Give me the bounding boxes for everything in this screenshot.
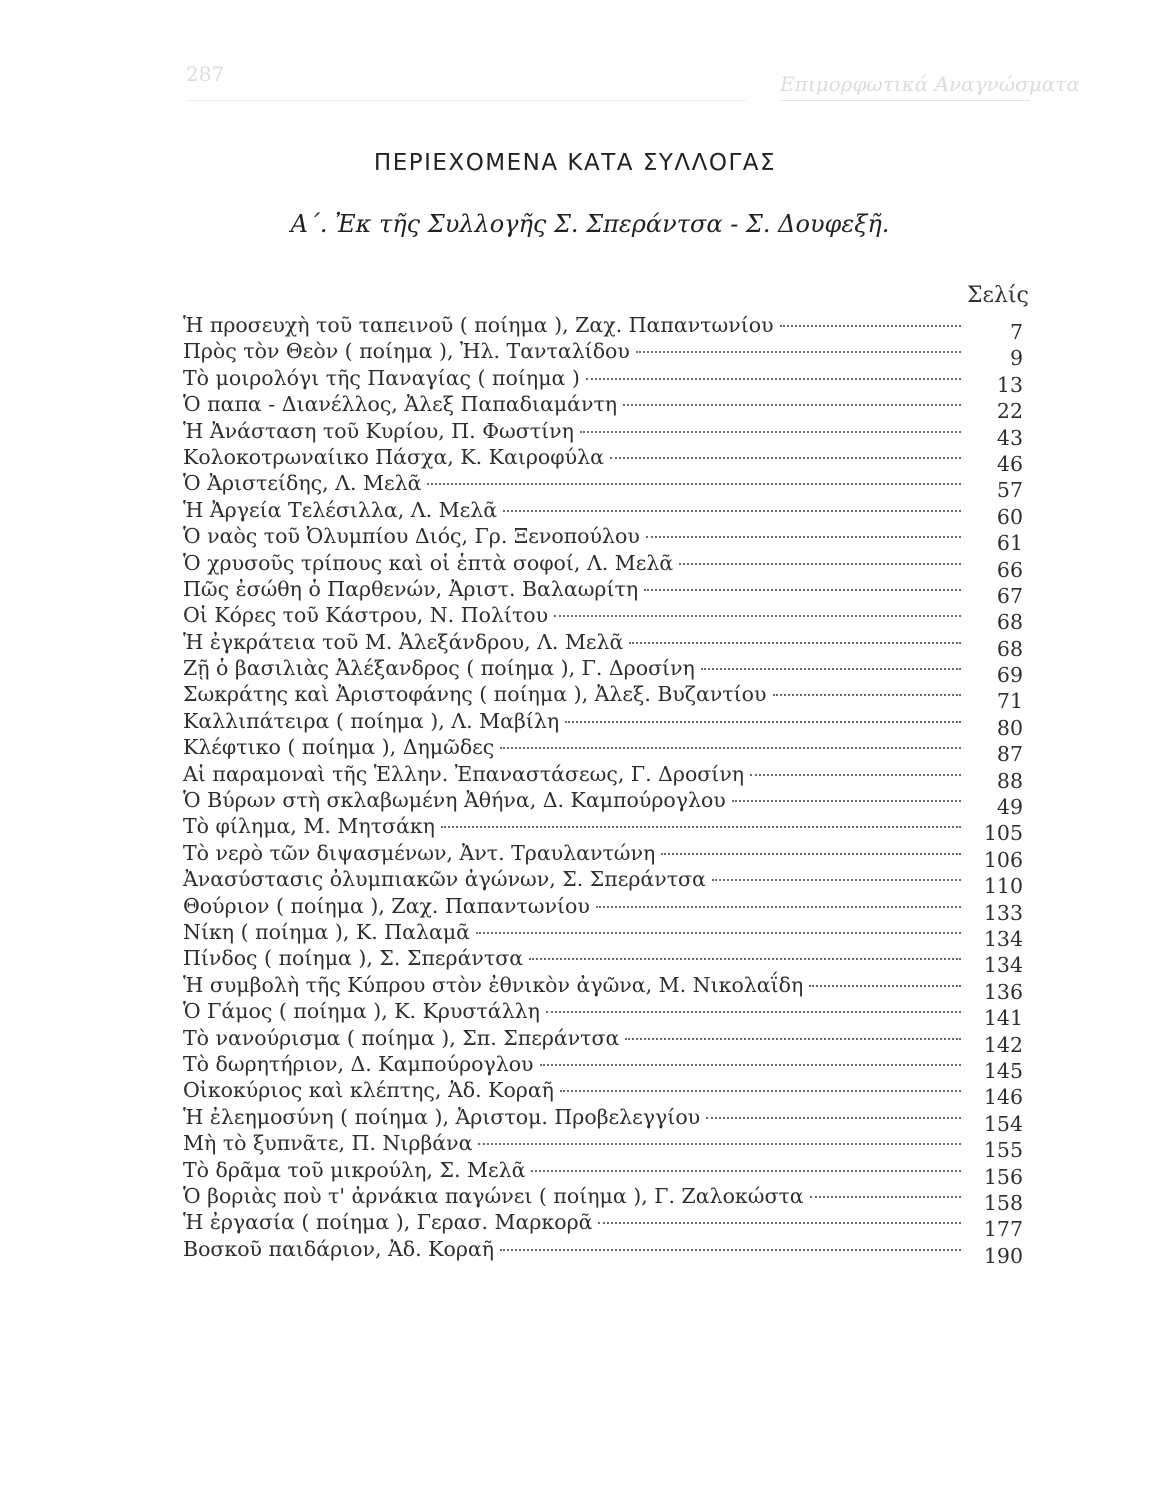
toc-entry-page: 134 [983,926,1023,951]
toc-entry-page: 145 [983,1058,1023,1083]
toc-entry-title: Ζῇ ὁ βασιλιὰς Ἀλέξανδρος ( ποίημα ), Γ. Δροσίνη [183,656,695,681]
dot-leader [540,1064,961,1066]
toc-entry-title: Ἡ προσευχὴ τοῦ ταπεινοῦ ( ποίημα ), Ζαχ. Παπαντωνίου [183,313,774,337]
toc-entry-page: 142 [983,1032,1023,1057]
toc-entry-title: Ἡ Ἀνάσταση τοῦ Κυρίου, Π. Φωστίνη [183,418,574,443]
toc-entry [183,761,1023,793]
dot-leader [476,932,961,934]
toc-entry-page: 146 [983,1085,1023,1110]
toc-entry [183,893,1023,925]
toc-entry-page: 22 [996,399,1023,424]
toc-entry-page: 71 [996,689,1023,714]
toc-entry-title: Ὁ Βύρων στὴ σκλαβωμένη Ἀθήνα, Δ. Καμπούρογλου [183,788,726,813]
toc-entry-title: Οἰκοκύριος καὶ κλέπτης, Ἀδ. Κοραῆ [183,1078,554,1103]
toc-entry-title: Κολοκοτρωναίικο Πάσχα, Κ. Καιροφύλα [183,444,604,469]
toc-entry-title: Τὸ νερὸ τῶν διψασμένων, Ἀντ. Τραυλαντώνη [183,840,656,865]
toc-entry-title: Ἡ ἐγκράτεια τοῦ Μ. Ἀλεξάνδρου, Λ. Μελᾶ [183,629,624,654]
toc-entry [183,1077,1023,1110]
toc-entry-page: 158 [983,1190,1023,1215]
toc-entry [183,972,1023,1004]
toc-entry [183,1157,1023,1189]
dot-leader [580,431,961,433]
table-of-contents [183,312,1023,1268]
dot-leader [503,510,961,512]
dot-leader [644,589,961,591]
toc-entry [183,1236,1023,1268]
dot-leader [661,853,961,855]
dot-leader [773,694,962,696]
toc-entry-title: Τὸ δρᾶμα τοῦ μικρούλη, Σ. Μελᾶ [183,1157,526,1182]
toc-entry [183,418,1023,450]
bleed-through-heading: Επιμορφωτικά Αναγνώσματα [780,72,1080,96]
toc-entry [183,391,1023,424]
toc-entry-title: Ὁ βοριὰς ποὺ τ' ἀρνάκια παγώνει ( ποίημα ), Γ. Ζαλοκώστα [183,1183,804,1208]
toc-entry-page: 154 [983,1111,1023,1136]
toc-entry [183,497,1023,529]
toc-entry-page: 141 [983,1006,1023,1031]
dot-leader [679,563,961,565]
toc-entry-page: 7 [1009,320,1023,344]
toc-entry-page: 46 [996,451,1023,476]
toc-entry [183,1130,1023,1163]
dot-leader [441,826,961,828]
toc-entry-page: 80 [996,715,1023,740]
toc-entry [183,998,1023,1031]
dot-leader [732,800,961,802]
toc-entry-page: 110 [983,874,1023,899]
bleed-through-page-number: 287 [186,62,225,86]
toc-entry-page: 68 [996,610,1023,635]
toc-entry [183,312,1023,344]
toc-entry-page: 190 [983,1243,1023,1268]
dot-leader [646,536,961,538]
dot-leader [636,351,961,353]
toc-entry-title: Ἡ ἐλεημοσύνη ( ποίημα ), Ἀριστομ. Προβελεγγίου [183,1104,701,1129]
toc-entry-page: 13 [996,372,1023,397]
toc-entry [183,576,1023,608]
toc-entry-title: Ἡ Ἀργεία Τελέσιλλα, Λ. Μελᾶ [183,497,498,522]
toc-entry [183,602,1023,635]
dot-leader [531,1170,961,1172]
toc-entry-page: 134 [983,953,1023,978]
bleed-through-rule [186,100,746,101]
toc-entry-title: Τὸ φίλημα, Μ. Μητσάκη [183,814,435,839]
dot-leader [750,774,961,776]
toc-entry-page: 43 [996,425,1023,450]
toc-entry [183,866,1023,899]
toc-entry-page: 69 [996,663,1023,688]
toc-entry-title: Τὸ δωρητήριον, Δ. Καμπούρογλου [183,1051,534,1076]
dot-leader [780,325,961,327]
dot-leader [596,906,961,908]
toc-entry-page: 49 [996,795,1023,820]
toc-entry-title: Ὁ χρυσοῦς τρίπους καὶ οἱ ἑπτὰ σοφοί, Λ. Μελᾶ [183,550,674,575]
toc-entry [183,1104,1023,1136]
toc-entry [183,365,1023,397]
toc-entry [183,338,1023,371]
toc-entry-page: 57 [996,478,1023,503]
dot-leader [554,615,961,617]
toc-entry [183,444,1023,476]
toc-entry-title: Τὸ μοιρολόγι τῆς Παναγίας ( ποίημα ) [183,365,580,390]
toc-entry [183,1025,1023,1057]
toc-entry-title: Αἱ παραμοναὶ τῆς Ἑλλην. Ἐπαναστάσεως, Γ. Δροσίνη [183,761,745,786]
toc-entry-page: 156 [983,1164,1023,1189]
dot-leader [546,1011,961,1013]
toc-entry-title: Ἡ ἐργασία ( ποίημα ), Γερασ. Μαρκορᾶ [183,1210,593,1235]
toc-entry-title: Καλλιπάτειρα ( ποίημα ), Λ. Μαβίλη [183,708,560,733]
toc-entry-title: Ἀνασύστασις ὀλυμπιακῶν ἀγώνων, Σ. Σπεράντσα [183,867,706,892]
toc-entry-title: Νίκη ( ποίημα ), Κ. Παλαμᾶ [183,919,471,944]
dot-leader [809,985,961,987]
toc-entry-page: 9 [1009,346,1023,371]
toc-entry-title: Πρὸς τὸν Θεὸν ( ποίημα ), Ἠλ. Τανταλίδου [183,339,630,364]
toc-entry [183,813,1023,846]
dot-leader [610,457,961,459]
toc-entry-title: Θούριον ( ποίημα ), Ζαχ. Παπαντωνίου [183,893,590,918]
toc-entry-title: Ὁ παπα - Διανέλλος, Ἀλεξ Παπαδιαμάντη [183,392,618,417]
dot-leader [500,1249,961,1251]
toc-entry-title: Πῶς ἐσώθη ὁ Παρθενών, Ἀριστ. Βαλαωρίτη [183,576,639,601]
dot-leader [623,404,961,406]
bleed-through-rule [780,100,1030,101]
section-subtitle: Α΄. Ἐκ τῆς Συλλογῆς Σ. Σπεράντσα - Σ. Δουφεξῆ. [290,210,890,238]
dot-leader [586,378,961,380]
toc-entry-page: 136 [983,979,1023,1004]
toc-entry [183,655,1023,688]
dot-leader [427,483,961,485]
toc-entry-page: 155 [983,1138,1023,1163]
toc-entry [183,629,1023,661]
toc-entry-title: Πίνδος ( ποίημα ), Σ. Σπεράντσα [183,946,524,971]
toc-entry [183,708,1023,740]
dot-leader [500,747,961,749]
toc-entry [183,945,1023,978]
dot-leader [560,1090,961,1092]
toc-entry-page: 105 [983,821,1023,846]
toc-entry-title: Ὁ Ἀριστείδης, Λ. Μελᾶ [183,471,422,496]
toc-entry-title: Οἱ Κόρες τοῦ Κάστρου, Ν. Πολίτου [183,603,549,628]
toc-entry-title: Ἡ συμβολὴ τῆς Κύπρου στὸν ἐθνικὸν ἀγῶνα, Μ. Νικολαΐδη [183,972,804,997]
dot-leader [478,1143,961,1145]
dot-leader [629,642,961,644]
toc-entry-title: Ὁ ναὸς τοῦ Ὀλυμπίου Διός, Γρ. Ξενοπούλου [183,524,640,549]
toc-entry [183,550,1023,582]
toc-entry-page: 133 [983,900,1023,925]
toc-entry [183,1051,1023,1083]
toc-entry [183,1209,1023,1242]
toc-entry-page: 61 [996,531,1023,556]
dot-leader [565,721,961,723]
dot-leader [810,1196,961,1198]
toc-entry [183,470,1023,503]
dot-leader [712,879,961,881]
toc-entry [183,787,1023,820]
dot-leader [598,1222,961,1224]
toc-entry [183,840,1023,872]
toc-entry-title: Μὴ τὸ ξυπνᾶτε, Π. Νιρβάνα [183,1131,473,1156]
toc-entry [183,1183,1023,1215]
dot-leader [706,1117,961,1119]
toc-entry-page: 88 [996,768,1023,793]
toc-entry-title: Σωκράτης καὶ Ἀριστοφάνης ( ποίημα ), Ἀλεξ. Βυζαντίου [183,682,767,707]
toc-entry [183,919,1023,951]
dot-leader [529,958,961,960]
toc-entry-title: Κλέφτικο ( ποίημα ), Δημῶδες [183,735,495,760]
dot-leader [701,668,961,670]
dot-leader [625,1038,961,1040]
toc-entry-page: 106 [983,847,1023,872]
page-column-header: Σελίς [967,283,1029,308]
toc-entry-title: Τὸ νανούρισμα ( ποίημα ), Σπ. Σπεράντσα [183,1025,620,1050]
toc-entry-page: 68 [996,636,1023,661]
toc-entry-page: 67 [996,583,1023,608]
toc-entry-page: 87 [996,742,1023,767]
toc-entry-title: Ὁ Γάμος ( ποίημα ), Κ. Κρυστάλλη [183,999,540,1024]
toc-entry-page: 66 [996,557,1023,582]
page-title: ΠΕΡΙΕΧΟΜΕΝΑ ΚΑΤΑ ΣΥΛΛΟΓΑΣ [373,150,777,176]
toc-entry-page: 177 [983,1217,1023,1242]
toc-entry [183,681,1023,714]
toc-entry-title: Βοσκοῦ παιδάριον, Ἀδ. Κοραῆ [183,1236,495,1261]
toc-entry [183,734,1023,767]
toc-entry [183,523,1023,556]
toc-entry-page: 60 [996,504,1023,529]
